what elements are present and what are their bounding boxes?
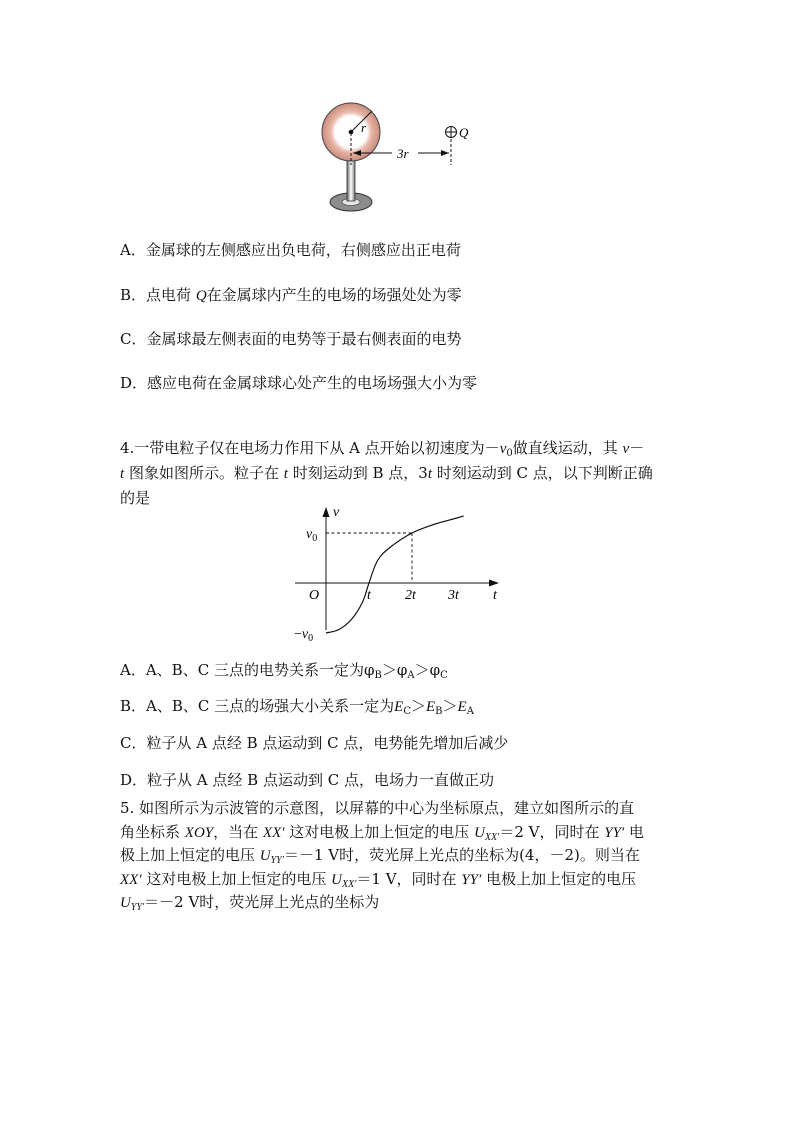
option-prefix: D． [120, 771, 148, 789]
option-text: 粒子从 A 点经 B 点运动到 C 点，电场力一直做正功 [147, 771, 494, 789]
q5-text: ＝－1 V时，荧光屏上光点的坐标为(4，－2)。则当在 [283, 846, 640, 864]
q3-option [120, 373, 477, 393]
option-text: 金属球最左侧表面的电势等于最右侧表面的电势 [146, 330, 462, 348]
distance-label: 3r [397, 146, 409, 161]
q5-text: ＝1 V，同时在 [356, 869, 462, 888]
relation-subscript: B [374, 670, 382, 681]
relation-operator: ＞ [410, 697, 426, 715]
option-prefix: A． [120, 661, 146, 679]
q4-option [120, 696, 474, 722]
option-text: 在金属球内产生的电场的场强处处为零 [206, 286, 462, 304]
q5-text: ，当在 [213, 822, 263, 841]
relation-operator: ＞ [414, 661, 430, 679]
q5-line [120, 798, 634, 818]
option-text: A、B、C 三点的场强大小关系一定为 [146, 697, 395, 715]
q5-symbol: U [259, 848, 271, 864]
option-prefix: D． [120, 374, 148, 392]
vt-chart [290, 505, 510, 644]
y-axis-arrow [323, 507, 330, 517]
option-symbol: Q [195, 288, 207, 304]
relation-operator: ＞ [381, 661, 397, 679]
q5-symbol: YY′ [604, 824, 625, 841]
q5-symbol: U [120, 895, 131, 911]
q4-option [120, 770, 494, 790]
q5-text: 电 [624, 822, 644, 841]
sphere-figure [310, 95, 500, 220]
q5-line [120, 822, 644, 848]
q5-symbol: XOY [184, 824, 214, 841]
q3-option [120, 329, 462, 349]
relation-subscript: A [466, 706, 474, 717]
q5-symbol: U [474, 824, 485, 841]
relation-symbol: E [425, 699, 436, 715]
q5-line [120, 845, 640, 871]
q5-symbol: YY′ [461, 871, 482, 888]
q5-text: 5. 如图所示为示波管的示意图，以屏幕的中心为坐标原点，建立如图所示的直 [120, 799, 635, 817]
option-prefix: C． [120, 330, 147, 348]
option-prefix: B． [120, 697, 147, 715]
q5-symbol: XX′ [120, 871, 142, 888]
x-axis-arrow [489, 580, 499, 587]
q5-line [120, 892, 379, 918]
y-axis-label: v [333, 505, 340, 520]
relation-subscript: C [403, 706, 411, 717]
series-line [326, 516, 464, 633]
relation-subscript: A [407, 670, 415, 681]
q5-symbol: U [331, 871, 342, 888]
q5-subscript: XX′ [484, 831, 500, 843]
option-text: 感应电荷在金属球球心处产生的电场场强大小为零 [147, 374, 478, 392]
y-tick-label: $v_0$ [306, 527, 318, 544]
q4-stem-line3: 的是 [120, 489, 151, 507]
q5-line [120, 869, 636, 895]
x-tick-label: t [367, 588, 371, 603]
relation-symbol: φ [429, 661, 441, 679]
q5-text: 极上加上恒定的电压 [120, 846, 260, 864]
option-text: A、B、C 三点的电势关系一定为 [145, 661, 364, 679]
charge-label: Q [459, 125, 469, 140]
q4-option [120, 733, 508, 753]
x-axis-label: t [493, 588, 497, 603]
option-text: 金属球的左侧感应出负电荷，右侧感应出正电荷 [145, 241, 461, 259]
relation-operator: ＞ [442, 697, 458, 715]
x-tick-label: 2t [405, 588, 416, 603]
relation-symbol: E [394, 699, 404, 715]
q5-text: 这对电极上加上恒定的电压 [284, 822, 475, 841]
option-prefix: A． [120, 241, 146, 259]
relation-symbol: E [457, 699, 467, 715]
q4-stem-line1: 4.一带电粒子仅在电场力作用下从 A 点开始以初速度为$-v_0$做直线运动，其 v－ [120, 439, 645, 459]
q5-symbol: XX′ [262, 824, 285, 841]
q5-text: 角坐标系 [120, 822, 185, 841]
option-prefix: C． [120, 734, 147, 752]
q5-subscript: YY′ [270, 855, 284, 866]
q5-text: 电极上加上恒定的电压 [481, 869, 637, 888]
q3-option [120, 240, 461, 260]
point-charge-icon [446, 127, 457, 138]
relation-symbol: φ [363, 661, 375, 679]
radius-label: r [361, 120, 367, 135]
relation-subscript: C [440, 670, 448, 681]
y-tick-label: $-v_0$ [294, 627, 314, 644]
relation-subscript: B [435, 706, 443, 717]
option-text: 粒子从 A 点经 B 点运动到 C 点，电势能先增加后减少 [146, 734, 509, 752]
x-tick-label: 3t [448, 588, 459, 603]
q5-text: ＝2 V，同时在 [499, 822, 605, 841]
q5-text: ＝－2 V时，荧光屏上光点的坐标为 [144, 893, 380, 911]
relation-symbol: φ [396, 661, 408, 679]
q4-stem-line2: t 图象如图所示。粒子在 t 时刻运动到 B 点，3t 时刻运动到 C 点，以下判断正确 [120, 464, 653, 482]
q4-option [120, 660, 448, 686]
q5-text: 这对电极上加上恒定的电压 [141, 869, 332, 888]
option-prefix: B． [120, 286, 147, 304]
q3-option [120, 285, 462, 306]
stand-pole [347, 155, 355, 201]
q5-subscript: YY′ [130, 902, 145, 913]
q5-subscript: XX′ [342, 878, 357, 890]
option-text: 点电荷 [146, 286, 196, 304]
origin-label: O [309, 588, 320, 603]
